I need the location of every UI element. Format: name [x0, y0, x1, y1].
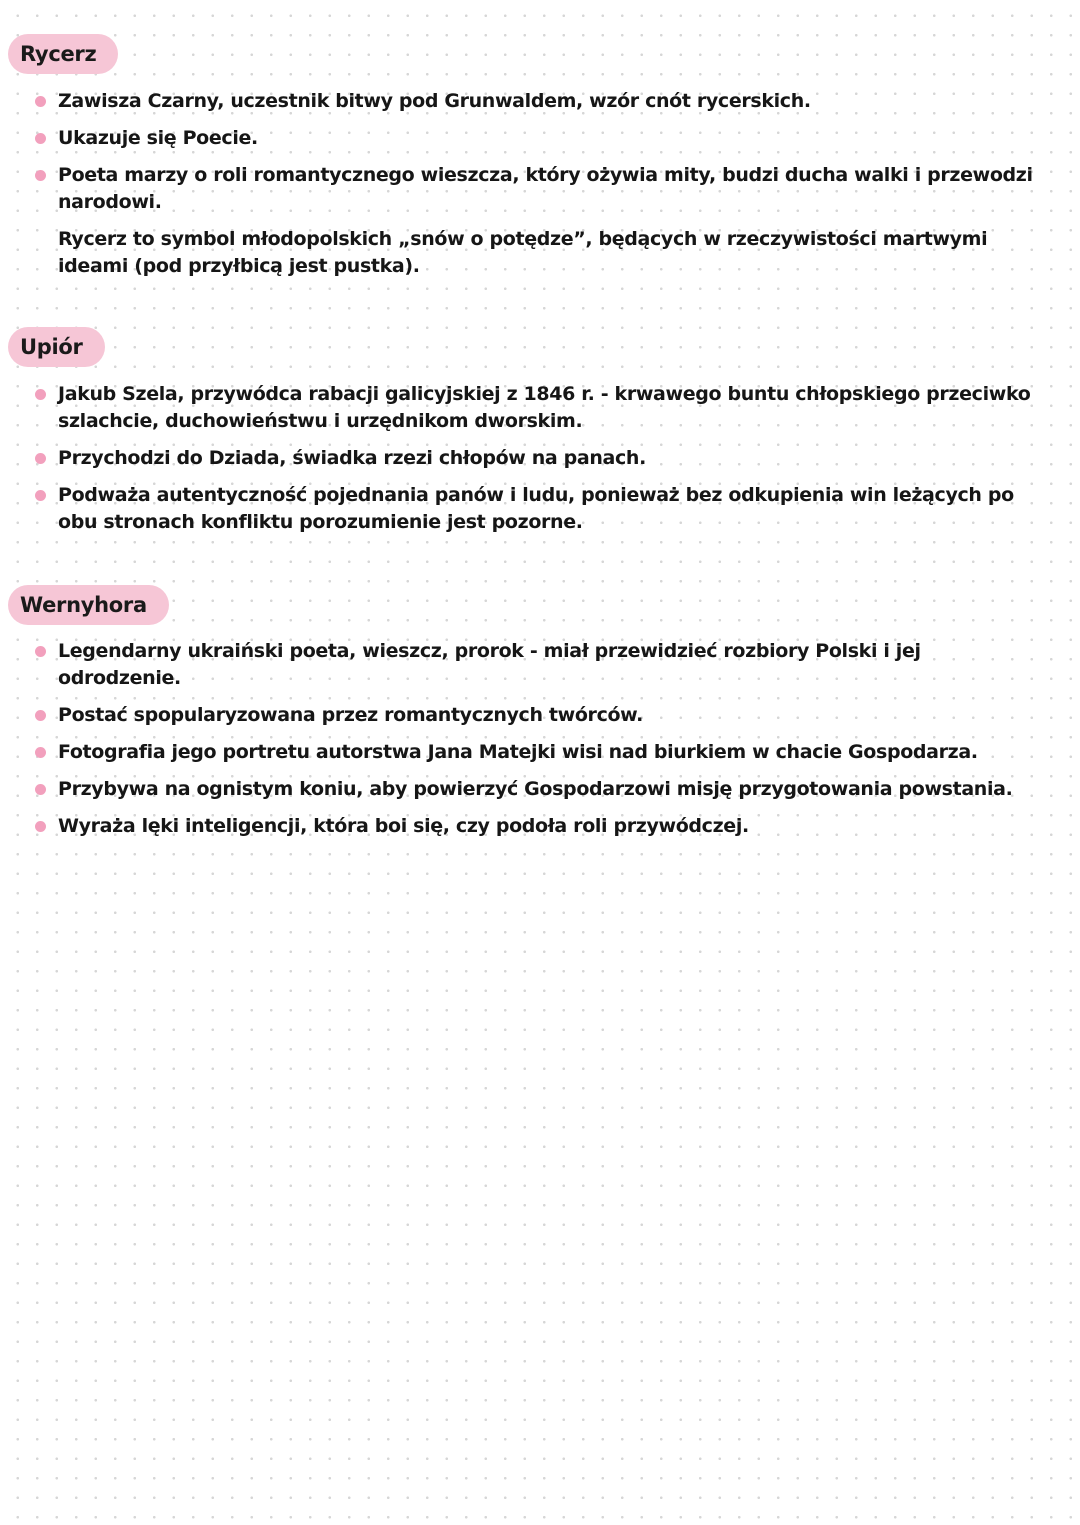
list-item-text: Przychodzi do Dziada, świadka rzezi chłopów na panach. [58, 447, 646, 469]
list-item-text: Przybywa na ognistym koniu, aby powierzyć Gospodarzowi misję przygotowania powstania. [58, 778, 1013, 800]
section-note: Rycerz to symbol młodopolskich „snów o potędze”, będących w rzeczywistości martwymi ideami (pod przyłbicą jest pustka). [58, 228, 988, 277]
list-item-text: Fotografia jego portretu autorstwa Jana Matejki wisi nad biurkiem w chacie Gospodarza. [58, 741, 978, 763]
list-item [0, 381, 1080, 435]
list-item [0, 813, 1080, 840]
upior-list [0, 381, 1080, 546]
list-item-text: Zawisza Czarny, uczestnik bitwy pod Grunwaldem, wzór cnót rycerskich. [58, 90, 811, 112]
bullet-dot-icon [35, 821, 46, 832]
list-item [0, 739, 1080, 766]
bullet-dot-icon [35, 490, 46, 501]
wernyhora-list [0, 638, 1080, 850]
bullet-dot-icon [35, 646, 46, 657]
list-item-text: Podważa autentyczność pojednania panów i ludu, ponieważ bez odkupienia win leżących po obu stronach konfliktu porozumienie jest pozorne. [58, 484, 1014, 533]
list-item [0, 162, 1080, 216]
section-title-wernyhora: Wernyhora [8, 585, 169, 625]
list-item-text: Postać spopularyzowana przez romantycznych twórców. [58, 704, 644, 726]
list-item [0, 445, 1080, 472]
list-item [0, 776, 1080, 803]
bullet-dot-icon [35, 453, 46, 464]
rycerz-list [0, 88, 1080, 290]
bullet-dot-icon [35, 710, 46, 721]
list-item [0, 88, 1080, 115]
bullet-dot-icon [35, 96, 46, 107]
bullet-dot-icon [35, 389, 46, 400]
list-item-text: Legendarny ukraiński poeta, wieszcz, prorok - miał przewidzieć rozbiory Polski i jej odrodzenie. [58, 640, 921, 689]
bullet-dot-icon [35, 747, 46, 758]
list-item-text: Jakub Szela, przywódca rabacji galicyjskiej z 1846 r. - krwawego buntu chłopskiego przeciwko szlachcie, duchowieństwu i urzędnikom dworskim. [58, 383, 1031, 432]
section-title-upior: Upiór [8, 327, 105, 367]
list-item [0, 125, 1080, 152]
list-item [0, 482, 1080, 536]
list-item [0, 638, 1080, 692]
list-item-text: Ukazuje się Poecie. [58, 127, 258, 149]
list-item [0, 702, 1080, 729]
list-item-text: Poeta marzy o roli romantycznego wieszcza, który ożywia mity, budzi ducha walki i przewodzi narodowi. [58, 164, 1033, 213]
list-item-text: Wyraża lęki inteligencji, która boi się, czy podoła roli przywódczej. [58, 815, 749, 837]
bullet-dot-icon [35, 133, 46, 144]
bullet-dot-icon [35, 170, 46, 181]
bullet-dot-icon [35, 784, 46, 795]
section-title-rycerz: Rycerz [8, 34, 118, 74]
